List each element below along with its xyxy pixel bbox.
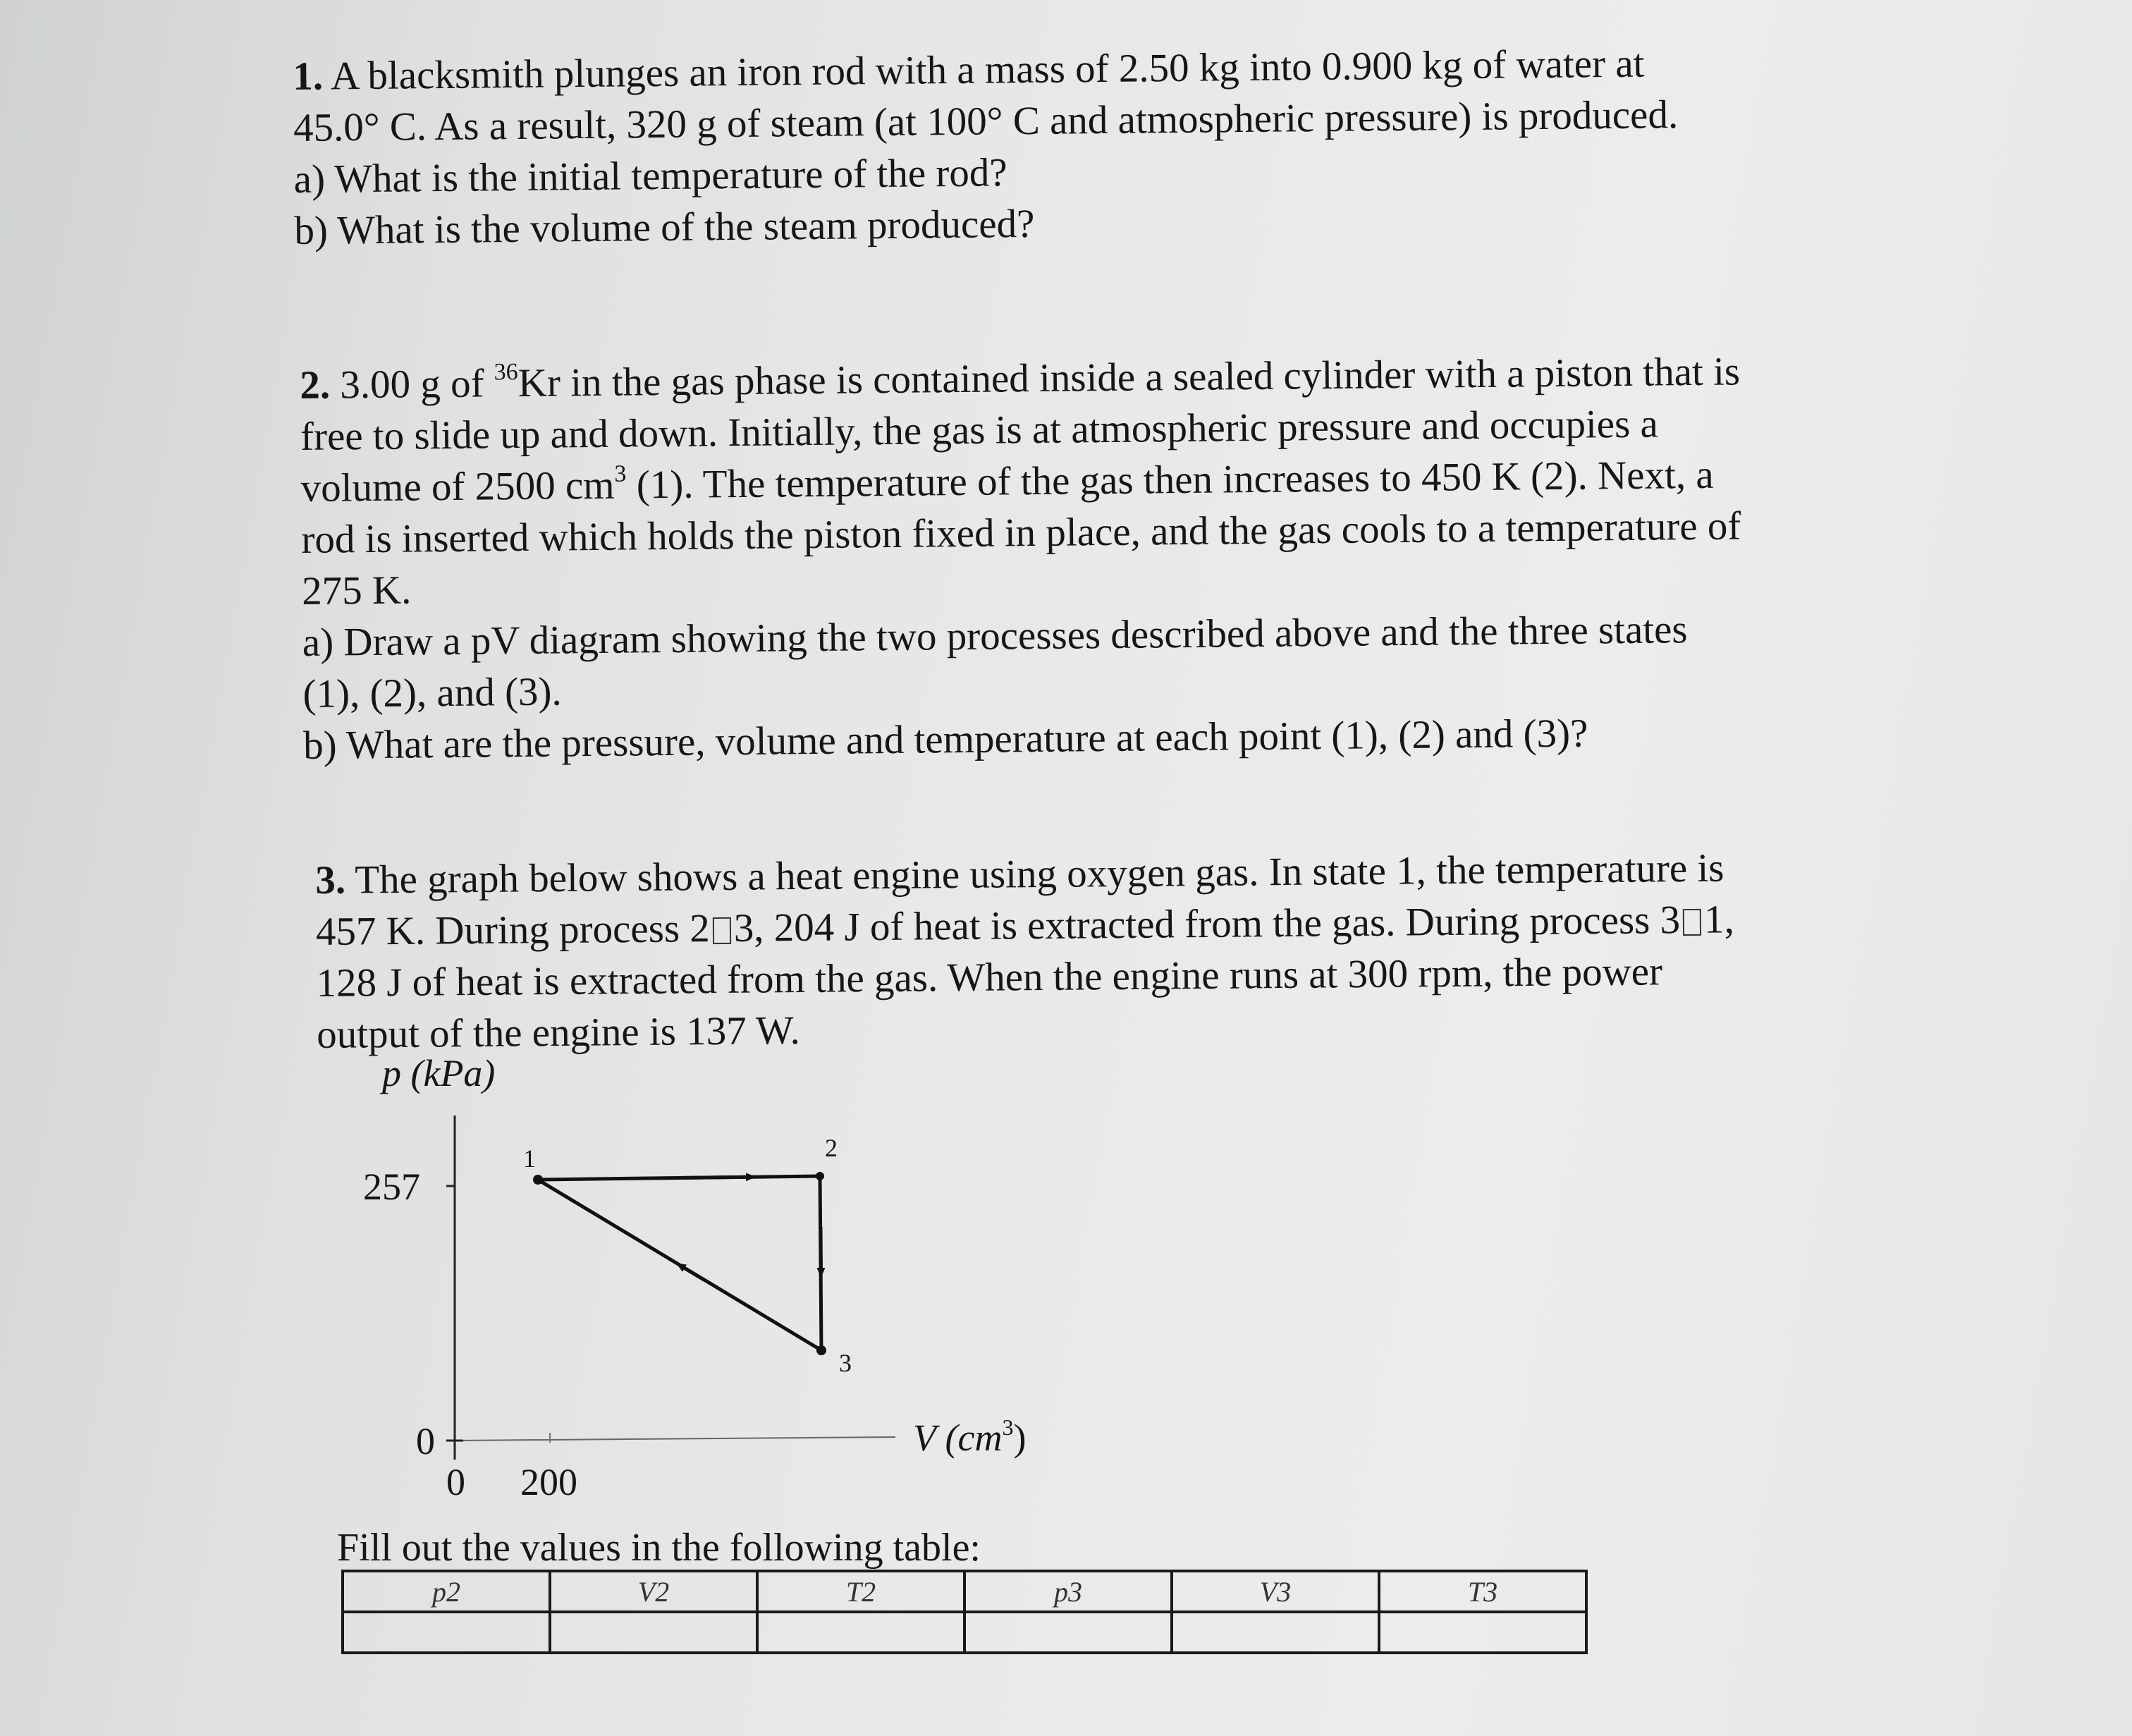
problem-3	[315, 842, 1735, 1060]
problem-2-text-2: free to slide up and down. Initially, the gas is at atmospheric pressure and occupies a	[300, 401, 1659, 459]
problem-3-number: 3.	[315, 857, 346, 903]
state-3-point	[816, 1345, 826, 1355]
state-1-point	[533, 1175, 543, 1185]
problem-1-number: 1.	[293, 54, 324, 99]
problem-1-question-b: b) What is the volume of the steam produced?	[294, 201, 1035, 253]
problem-3-text-2b: 3, 204 J of heat is extracted from the gas. During process 3	[733, 898, 1681, 950]
table-answer-cell[interactable]	[1379, 1612, 1586, 1653]
process-1-2-arrow	[677, 1177, 751, 1178]
table-header-p2: p2	[343, 1571, 550, 1612]
problem-1	[293, 37, 1679, 257]
missing-glyph-box	[1683, 909, 1701, 936]
table-answer-cell[interactable]	[964, 1612, 1172, 1653]
x-axis-label	[913, 1414, 1026, 1459]
problem-3-text-4: output of the engine is 137 W.	[316, 1008, 801, 1057]
problem-2-text-5: 275 K.	[301, 568, 412, 613]
cubic-superscript: 3	[614, 460, 627, 487]
problem-1-question-a: a) What is the initial temperature of the rod?	[293, 150, 1007, 202]
table-answer-cell[interactable]	[343, 1612, 550, 1653]
problem-2-text-3b: (1). The temperature of the gas then increases to 450 K (2). Next, a	[636, 452, 1714, 508]
table-header-t2: T2	[757, 1571, 964, 1612]
answer-table	[341, 1570, 1588, 1654]
y-tick-257-label: 257	[363, 1166, 420, 1208]
state-2-point	[816, 1172, 824, 1180]
problem-2-number: 2.	[300, 362, 331, 408]
problem-2-question-a-2: (1), (2), and (3).	[302, 669, 563, 716]
process-3-1-line	[538, 1180, 821, 1350]
problem-2-question-b: b) What are the pressure, volume and temperature at each point (1), (2) and (3)?	[302, 711, 1588, 768]
x-axis-label-close: )	[1013, 1417, 1027, 1459]
y-axis-label: p (kPa)	[382, 1052, 496, 1094]
table-answer-row	[343, 1612, 1586, 1653]
table-answer-cell[interactable]	[550, 1612, 757, 1653]
table-header-p3: p3	[964, 1571, 1172, 1612]
problem-2-text-1a: 3.00 g of	[340, 361, 484, 408]
table-header-v3: V3	[1172, 1571, 1379, 1612]
problem-1-text-1: A blacksmith plunges an iron rod with a mass of 2.50 kg into 0.900 kg of water at	[330, 41, 1645, 99]
table-answer-cell[interactable]	[1172, 1612, 1379, 1653]
problem-3-text-1: The graph below shows a heat engine using oxygen gas. In state 1, the temperature is	[355, 845, 1724, 903]
state-2-label: 2	[825, 1134, 838, 1162]
problem-1-text-2: 45.0° C. As a result, 320 g of steam (at 100° C and atmospheric pressure) is produced.	[293, 92, 1679, 150]
problem-2-text-1b: Kr in the gas phase is contained inside a sealed cylinder with a piston that is	[517, 349, 1741, 406]
x-axis-label-superscript: 3	[1002, 1414, 1014, 1440]
isotope-superscript: 36	[494, 359, 518, 386]
missing-glyph-box	[713, 917, 731, 944]
x-tick-0-label: 0	[446, 1461, 465, 1503]
problem-3-text-2c: 1,	[1703, 897, 1735, 942]
table-instruction: Fill out the values in the following table:	[337, 1526, 981, 1570]
x-tick-200-label: 200	[520, 1461, 577, 1503]
problem-2-text-3a: volume of 2500 cm	[300, 463, 615, 511]
x-axis-label-text: V (cm	[913, 1417, 1003, 1459]
table-header-v2: V2	[550, 1571, 757, 1612]
problem-2-text-4: rod is inserted which holds the piston fixed in place, and the gas cools to a temperature of	[301, 503, 1741, 562]
pv-graph	[338, 1051, 1114, 1530]
x-axis-line	[455, 1437, 895, 1441]
state-3-label: 3	[839, 1349, 852, 1377]
problem-3-text-3: 128 J of heat is extracted from the gas. When the engine runs at 300 rpm, the power	[316, 949, 1663, 1005]
problem-3-text-2a: 457 K. During process 2	[315, 906, 711, 954]
process-3-1-arrow	[680, 1266, 705, 1280]
problem-2	[300, 346, 1744, 771]
table-header-t3: T3	[1379, 1571, 1586, 1612]
y-tick-0-label: 0	[416, 1420, 435, 1462]
table-header-row	[343, 1571, 1586, 1612]
state-1-label: 1	[523, 1144, 536, 1173]
table-answer-cell[interactable]	[757, 1612, 964, 1653]
problem-2-question-a-1: a) Draw a pV diagram showing the two processes described above and the three states	[302, 607, 1688, 665]
